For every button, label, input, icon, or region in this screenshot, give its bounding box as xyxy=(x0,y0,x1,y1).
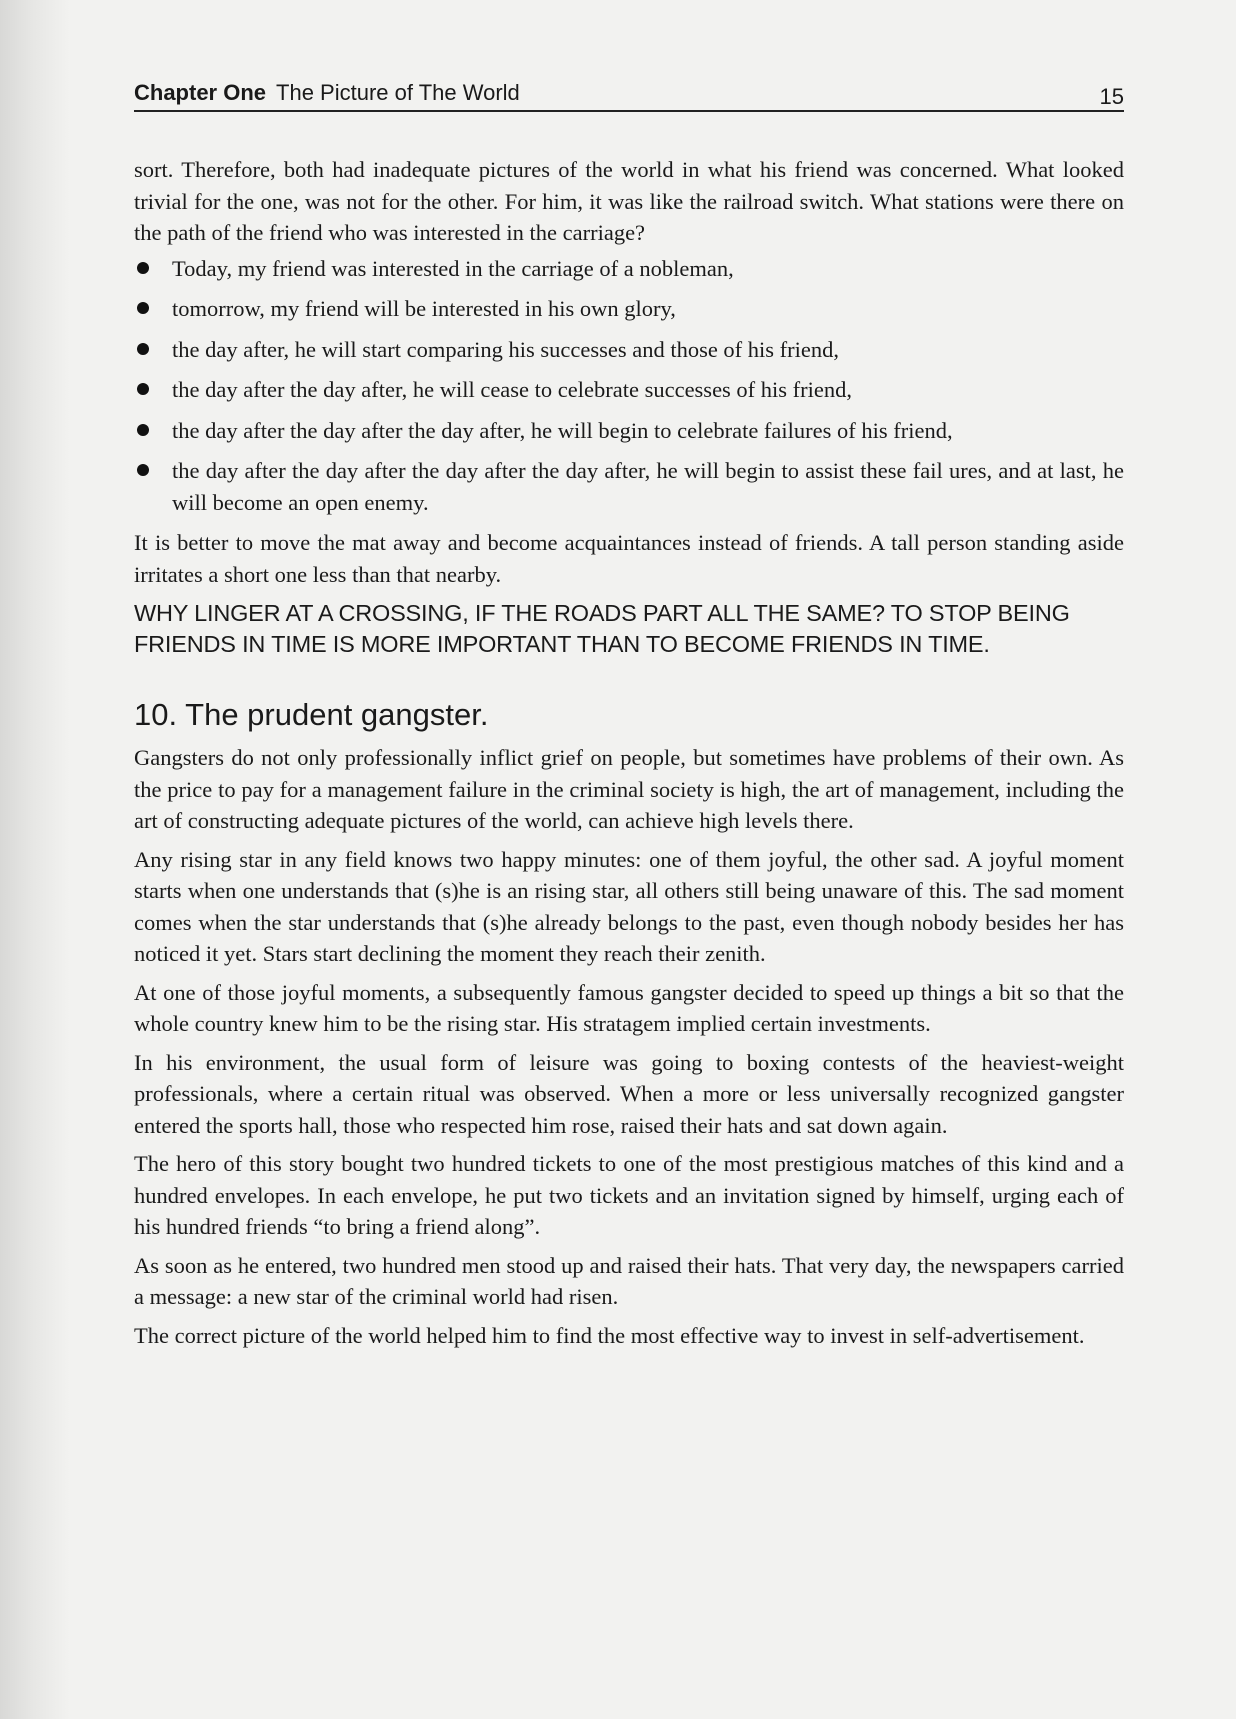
section-paragraph: In his environment, the usual form of leisure was going to boxing contests of the heaviest-weight professionals, where a certain ritual was observed. When a more or less universally recognized gangster entered the sports hall, those who respected him rose, raised their hats and sat down again. xyxy=(134,1049,1124,1138)
section-paragraph: The hero of this story bought two hundred tickets to one of the most prestigious matches of this kind and a hundred envelopes. In each envelope, he put two tickets and an invitation signed by himself, urging each of his hundred friends “to bring a friend along”. xyxy=(134,1151,1124,1239)
chapter-heading xyxy=(134,80,520,106)
maxim: WHY LINGER AT A CROSSING, IF THE ROADS PART ALL THE SAME? TO STOP BEING FRIENDS IN TIME IS MORE IMPORTANT THAN TO BECOME FRIENDS IN TIME. xyxy=(134,600,1070,657)
intro-paragraph: sort. Therefore, both had inadequate pictures of the world in what his friend was concerned. What looked trivial for the one, was not for the other. For him, it was like the railroad switch. What stations were there on the path of the friend who was interested in the carriage? xyxy=(134,157,1124,245)
bullet-dot-icon xyxy=(137,383,149,395)
list-item xyxy=(134,415,1124,447)
section-heading: 10. The prudent gangster. xyxy=(134,697,489,732)
list-item xyxy=(134,374,1124,406)
section-paragraph: The correct picture of the world helped him to find the most effective way to invest in self-advertisement. xyxy=(134,1322,1085,1348)
bullet-dot-icon xyxy=(137,464,149,476)
page-number: 15 xyxy=(1099,84,1124,109)
list-item xyxy=(134,334,1124,366)
scan-edge-shading xyxy=(0,0,70,1719)
running-header xyxy=(134,70,1124,112)
list-item-text: the day after the day after the day after the day after, he will begin to assist these fail ures, and at last, he will become an open enemy. xyxy=(172,458,1124,515)
bullet-dot-icon xyxy=(137,343,149,355)
list-item-text: tomorrow, my friend will be interested in his own glory, xyxy=(172,296,676,321)
page-body xyxy=(134,154,1124,1351)
chapter-label: Chapter One xyxy=(134,80,267,105)
list-item-text: the day after the day after the day after, he will begin to celebrate failures of his friend, xyxy=(172,417,953,443)
list-item-text: Today, my friend was interested in the carriage of a nobleman, xyxy=(172,255,734,281)
book-page xyxy=(134,70,1124,1351)
list-item xyxy=(134,293,1124,325)
bullet-dot-icon xyxy=(137,262,149,274)
section-paragraph: Gangsters do not only professionally inflict grief on people, but sometimes have problems of their own. As the price to pay for a management failure in the criminal society is high, the art of management, including the art of constructing adequate pictures of the world, can achieve high levels there. xyxy=(134,745,1124,833)
bullet-list xyxy=(134,253,1124,519)
bullet-dot-icon xyxy=(137,424,149,436)
chapter-title: The Picture of The World xyxy=(276,80,520,105)
list-item xyxy=(134,253,1124,285)
bullet-dot-icon xyxy=(137,302,149,314)
section-paragraph: Any rising star in any field knows two happy minutes: one of them joyful, the other sad. A joyful moment starts when one understands that (s)he is an rising star, all others still being unaware of this. The sad moment comes when the star understands that (s)he already belongs to the past, even though nobody besides her has noticed it yet. Stars start declining the moment they reach their zenith. xyxy=(134,846,1124,966)
list-item-text: the day after, he will start comparing his successes and those of his friend, xyxy=(172,336,840,362)
list-item xyxy=(134,455,1124,518)
section-paragraph: At one of those joyful moments, a subsequently famous gangster decided to speed up things a bit so that the whole country knew him to be the rising star. His stratagem implied certain investments. xyxy=(134,979,1124,1036)
after-bullets-paragraph: It is better to move the mat away and become acquaintances instead of friends. A tall person standing aside irritates a short one less than that nearby. xyxy=(134,530,1124,587)
list-item-text: the day after the day after, he will cease to celebrate successes of his friend, xyxy=(172,377,853,402)
section-paragraph: As soon as he entered, two hundred men stood up and raised their hats. That very day, the newspapers carried a message: a new star of the criminal world had risen. xyxy=(134,1252,1124,1309)
